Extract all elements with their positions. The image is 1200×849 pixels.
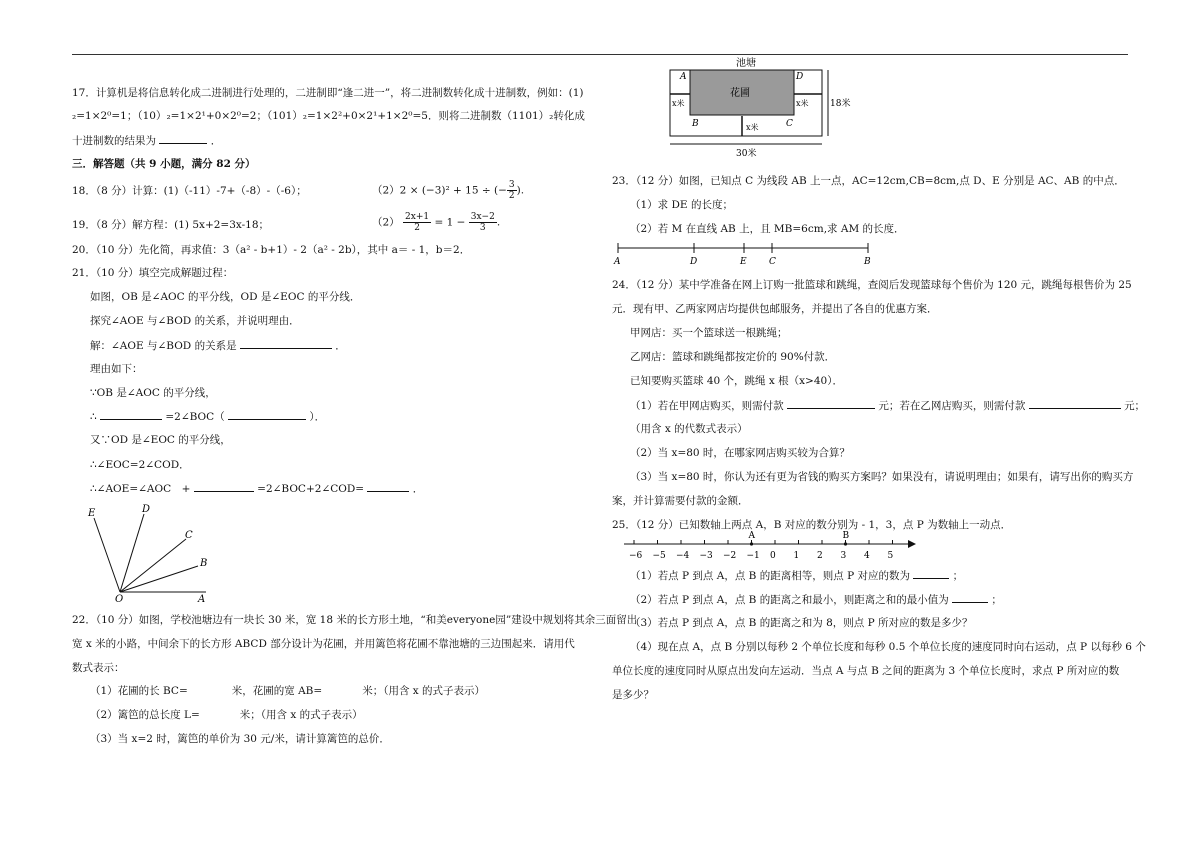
q21-l7: 又∵OD 是∠EOC 的平分线， bbox=[90, 434, 231, 446]
q24-l4: 乙网店：篮球和跳绳都按定价的 90%付款． bbox=[630, 351, 836, 363]
q25-l1: （1）若点 P 到点 A，点 B 的距离相等，则点 P 对应的数为 ； bbox=[630, 570, 964, 582]
q21-blank-1[interactable] bbox=[100, 409, 162, 420]
segment-figure bbox=[612, 238, 882, 268]
q23-l2: （2）若 M 在直线 AB 上，且 MB=6cm,求 AM 的长度． bbox=[630, 223, 905, 235]
q21-blank-2[interactable] bbox=[228, 409, 306, 420]
svg-text:x米: x米 bbox=[746, 123, 759, 132]
q25-title: 25．（12 分）已知数轴上两点 A，B 对应的数分别为 - 1，3，点 P 为数轴上一动点． bbox=[612, 519, 1012, 531]
q24-blank-jia[interactable] bbox=[787, 398, 875, 409]
q21-blank-4[interactable] bbox=[367, 481, 409, 492]
q25-blank-1[interactable] bbox=[913, 568, 949, 579]
q22-l3: 数式表示： bbox=[72, 662, 125, 674]
label-E: E bbox=[88, 508, 96, 519]
q24-l8: （2）当 x=80 时，在哪家网店购买较为合算？ bbox=[630, 447, 850, 459]
q18-fraction: $\frac{3}{2}$ bbox=[508, 180, 515, 201]
point-B-label: B bbox=[842, 531, 850, 541]
svg-text:D: D bbox=[690, 257, 698, 267]
q21-title: 21．（10 分）填空完成解题过程： bbox=[72, 267, 234, 279]
q23-l1: （1）求 DE 的长度； bbox=[630, 199, 733, 211]
svg-text:A: A bbox=[614, 257, 621, 267]
q21-l3: 解：∠AOE 与∠BOD 的关系是 ． bbox=[90, 340, 346, 352]
q24-l9: （3）当 x=80 时，你认为还有更为省钱的购买方案吗？如果没有，请说明理由；如果有，请写出你的购买方 bbox=[630, 471, 1134, 483]
number-line-point bbox=[844, 542, 847, 545]
number-line-tick-label: 0 bbox=[770, 551, 776, 561]
q24-blank-yi[interactable] bbox=[1029, 398, 1121, 409]
svg-text:A: A bbox=[680, 72, 687, 82]
q21-l8: ∴∠EOC=2∠COD． bbox=[90, 459, 190, 471]
number-line-tick-label: 1 bbox=[793, 551, 800, 561]
label-B: B bbox=[200, 558, 208, 569]
q22-l6: （3）当 x=2 时，篱笆的单价为 30 元/米，请计算篱笆的总价． bbox=[90, 733, 390, 745]
garden-figure bbox=[662, 56, 851, 162]
q21-l2: 探究∠AOE 与∠BOD 的关系，并说明理由． bbox=[90, 315, 300, 327]
number-line-tick-label: −5 bbox=[652, 551, 666, 561]
q17-answer-blank[interactable] bbox=[159, 133, 207, 144]
q24-l10: 案，并计算需要付款的金额． bbox=[612, 495, 749, 507]
q25-blank-2[interactable] bbox=[952, 592, 988, 603]
svg-text:18米: 18米 bbox=[830, 99, 851, 109]
number-line-tick-label: 2 bbox=[817, 551, 823, 561]
svg-text:x米: x米 bbox=[672, 99, 685, 108]
number-line-tick-label: −2 bbox=[723, 551, 737, 561]
q21-blank-3[interactable] bbox=[194, 481, 254, 492]
number-line-tick-label: −6 bbox=[629, 551, 643, 561]
number-line-tick-label: −1 bbox=[746, 551, 760, 561]
q18-b: （2）2 × (−3)² + 15 ÷ (− $\frac{3}{2}$ ). bbox=[372, 180, 525, 201]
svg-text:B: B bbox=[692, 119, 699, 129]
svg-text:E: E bbox=[740, 257, 747, 267]
number-line-tick-label: 4 bbox=[864, 551, 870, 561]
q23-title: 23．（12 分）如图，已知点 C 为线段 AB 上一点，AC=12cm,CB=8cm,点 D、E 分别是 AC、AB 的中点． bbox=[612, 175, 1125, 187]
q24-l6: （1）若在甲网店购买，则需付款 元；若在乙网店购买，则需付款 元； bbox=[630, 400, 1146, 412]
label-D: D bbox=[142, 504, 151, 515]
q25-l4: （4）现在点 A，点 B 分别以每秒 2 个单位长度和每秒 0.5 个单位长度的速度同时向右运动，点 P 以每秒 6 个 bbox=[630, 641, 1146, 653]
q25-l5: 单位长度的速度同时从原点出发向左运动．当点 A 与点 B 之间的距离为 3 个单位长度时，求点 P 所对应的数 bbox=[612, 665, 1120, 677]
q25-l3: （3）若点 P 到点 A，点 B 的距离之和为 8，则点 P 所对应的数是多少？ bbox=[630, 617, 973, 629]
q21-l4: 理由如下： bbox=[90, 363, 143, 375]
q19-a: 19．（8 分）解方程：(1) 5x+2=3x-18； bbox=[72, 219, 270, 231]
svg-text:x米: x米 bbox=[796, 99, 809, 108]
q24-l1: 24．（12 分）某中学准备在网上订购一批篮球和跳绳，查阅后发现篮球每个售价为 120 元，跳绳每根售价为 25 bbox=[612, 279, 1132, 291]
q18-a: 18．（8 分）计算：(1)（-11）-7+（-8）-（-6）； bbox=[72, 185, 307, 197]
svg-text:B: B bbox=[864, 257, 871, 267]
svg-text:C: C bbox=[786, 119, 793, 129]
number-line bbox=[620, 530, 920, 564]
angle-figure bbox=[82, 504, 222, 604]
q17-line3: 十进制数的结果为 ． bbox=[72, 135, 222, 147]
q20: 20．（10 分）先化简，再求值：3（a² - b+1）- 2（a² - 2b），其中 a＝ - 1，b＝2． bbox=[72, 244, 471, 256]
garden-center-label: 花圃 bbox=[730, 88, 750, 99]
q24-l2: 元．现有甲、乙两家网店均提供包邮服务，并提出了各自的优惠方案． bbox=[612, 303, 938, 315]
q22-l2: 宽 x 米的小路，中间余下的长方形 ABCD 部分设计为花圃，并用篱笆将花圃不靠池塘的三边围起来．请用代 bbox=[72, 638, 575, 650]
svg-text:C: C bbox=[769, 257, 776, 267]
q17-line2: ₂=1×2⁰=1；（10）₂=1×2¹+0×2⁰=2；（101）₂=1×2²+0×2¹+1×2⁰=5．则将二进制数（1101）₂转化成 bbox=[72, 110, 585, 122]
label-C: C bbox=[185, 530, 193, 541]
q24-l7: （用含 x 的代数式表示） bbox=[630, 423, 748, 435]
point-A-label: A bbox=[748, 531, 755, 541]
svg-text:30米: 30米 bbox=[736, 149, 757, 159]
q22-l4: （1）花圃的长 BC= 米，花圃的宽 AB= 米；（用含 x 的式子表示） bbox=[90, 685, 486, 697]
q22-l1: 22．（10 分）如图，学校池塘边有一块长 30 米，宽 18 米的长方形土地，“和美everyone园”建设中规划将其余三面留出 bbox=[72, 614, 638, 626]
q21-l5: ∵OB 是∠AOC 的平分线， bbox=[90, 387, 216, 399]
number-line-tick-label: 5 bbox=[887, 551, 894, 561]
label-A: A bbox=[198, 594, 206, 605]
q25-l2: （2）若点 P 到点 A，点 B 的距离之和最小，则距离之和的最小值为 ； bbox=[630, 594, 1002, 606]
number-line-tick-label: −3 bbox=[699, 551, 713, 561]
number-line-tick-label: 3 bbox=[840, 551, 847, 561]
q19-b: （2） $\frac{2x+1}{2}$ = 1 − $\frac{3x-2}{3}$ . bbox=[372, 212, 501, 233]
number-line-tick-label: −4 bbox=[676, 551, 690, 561]
q22-l5: （2）篱笆的总长度 L= 米；（用含 x 的式子表示） bbox=[90, 709, 363, 721]
pond-label: 池塘 bbox=[736, 58, 756, 69]
q25-l6: 是多少？ bbox=[612, 689, 654, 701]
header-rule bbox=[72, 54, 1128, 55]
q21-l1: 如图，OB 是∠AOC 的平分线，OD 是∠EOC 的平分线． bbox=[90, 291, 361, 303]
q19-fraction-1: $\frac{2x+1}{2}$ bbox=[405, 212, 430, 233]
q21-l6: ∴ =2∠BOC（ ）． bbox=[90, 411, 326, 423]
q17-line1: 17．计算机是将信息转化成二进制进行处理的，二进制即“逢二进一”，将二进制数转化成十进制数，例如：(1) bbox=[72, 87, 584, 99]
q21-l9: ∴∠AOE=∠AOC + =2∠BOC+2∠COD= ． bbox=[90, 483, 424, 495]
q21-relation-blank[interactable] bbox=[240, 338, 332, 349]
q19-fraction-2: $\frac{3x-2}{3}$ bbox=[470, 212, 495, 233]
q24-l3: 甲网店：买一个篮球送一根跳绳； bbox=[630, 327, 788, 339]
svg-text:D: D bbox=[796, 72, 804, 82]
number-line-point bbox=[750, 542, 753, 545]
q24-l5: 已知要购买篮球 40 个，跳绳 x 根（x>40）． bbox=[630, 375, 843, 387]
label-O: O bbox=[115, 594, 124, 605]
section3-heading: 三．解答题（共 9 小题，满分 82 分） bbox=[72, 158, 256, 170]
